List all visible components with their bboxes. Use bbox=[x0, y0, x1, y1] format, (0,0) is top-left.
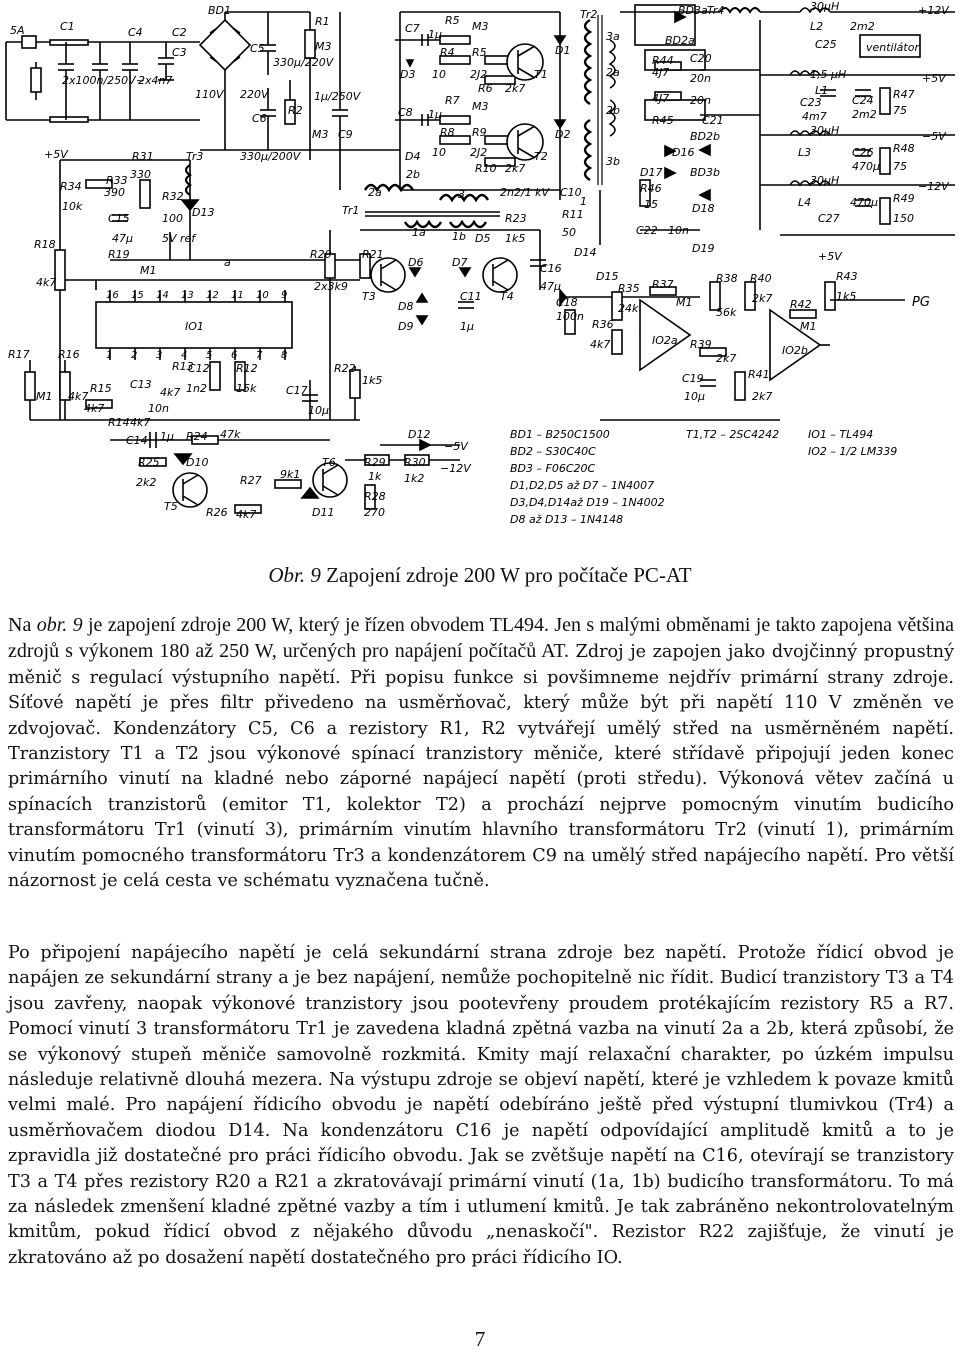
label-c6v: 330μ/200V bbox=[240, 150, 301, 163]
label-c21: C21 bbox=[702, 114, 724, 127]
label-c2: C2 bbox=[172, 26, 187, 39]
label-r11: R11 bbox=[562, 208, 584, 221]
label-12v-out: +12V bbox=[918, 4, 949, 17]
label-5v-left: +5V bbox=[44, 148, 68, 161]
paragraph-1 bbox=[8, 613, 954, 894]
label-c5v: 330μ/220V bbox=[273, 56, 334, 69]
label-r18: R18 bbox=[34, 238, 56, 251]
label-r1: R1 bbox=[315, 15, 330, 28]
label-d14: D14 bbox=[574, 246, 597, 259]
label-l2v: 2m2 bbox=[850, 20, 875, 33]
label-d5: D5 bbox=[475, 232, 491, 245]
label-r28: R28 bbox=[364, 490, 386, 503]
label-r40: R40 bbox=[750, 272, 772, 285]
label-r31: R31 bbox=[132, 150, 154, 163]
label-l30a: 30μH bbox=[810, 0, 840, 13]
label-c13: C13 bbox=[130, 378, 152, 391]
svg-text:1: 1 bbox=[106, 350, 113, 361]
label-r27: R27 bbox=[240, 474, 262, 487]
figure-number: Obr. 9 bbox=[268, 563, 321, 587]
label-r47v: 75 bbox=[893, 104, 907, 117]
svg-text:16: 16 bbox=[106, 290, 119, 301]
legend-bd3: BD3 – F06C20C bbox=[510, 462, 596, 475]
label-r48: R48 bbox=[893, 142, 915, 155]
figure-caption bbox=[0, 563, 960, 588]
label-r7: R7 bbox=[445, 94, 460, 107]
label-c15: C15 bbox=[108, 212, 130, 225]
label-c19: C19 bbox=[682, 372, 704, 385]
label-d19: D19 bbox=[692, 242, 715, 255]
label-r29: R29 bbox=[364, 456, 386, 469]
label-c19v: 10μ bbox=[684, 390, 705, 403]
paragraph-2-body: Po připojení napájecího napětí je celá sekundární strana zdroje bez napětí. Protože řídicí obvod je napájen ze sekundární strany a je bez napájení, nemůže pochopitelně nic řídit. Budicí tranzistory T3 a T4 jsou zavřeny, naopak výkonové tranzistory jsou pootevřeny proudem protékajícím rezistory R5 a R7. Pomocí vinutí 3 transformátoru Tr1 je zavedena kladná zpětná vazba na vinutí 2a a 2b, která způsobí, že se výkonový stupeň měniče samovolně rozkmitá. Kmity mají relaxační charakter, po úzkém impulsu následuje relativně dlouhá mezera. Na výstupu zdroje se objeví napětí, které je vzhledem k povaze kmitů velmi malé. Pro napájení řídicího obvodu je napětí odebíráno ještě před výstupní tlumivkou (Tr4) a usměrňovačem diodou D14. Na kondenzátoru C16 je napětí odpovídající amplitudě kmitů a to je zpravidla již dostatečné pro práci řídicího obvodu. Jak se zvětšuje napětí na C16, otevírají se tranzistory T3 a T4 přes rezistory R20 a R21 a zkratovávají primární vinutí (1a, 1b) budicího transformátoru. To má za následek zmenšení kladné zpětné vazby a tím i utlumení kmitů. Je tak zabráněno nekontrolovatelným kmitům, pokud řídicí obvod z nějakého důvodu „nenaskočí". Rezistor R22 zajišťuje, že vinutí je zkratováno až po dosažení napětí dostatečného pro práci řídicího IO. bbox=[8, 943, 954, 1268]
label-r49v: 150 bbox=[893, 212, 914, 225]
label-r11v: 50 bbox=[562, 226, 576, 239]
label-r47: R47 bbox=[893, 88, 915, 101]
label-bd3b: BD3b bbox=[690, 166, 720, 179]
svg-text:11: 11 bbox=[231, 290, 244, 301]
page-number: 7 bbox=[474, 1327, 486, 1351]
label-d3: D3 bbox=[400, 68, 416, 81]
label-c14v: 1μ bbox=[160, 430, 174, 443]
label-c8v: 1μ bbox=[428, 108, 442, 121]
label-c27: C27 bbox=[818, 212, 840, 225]
label-io2b: IO2b bbox=[782, 344, 808, 357]
label-r6v: 2k7 bbox=[505, 82, 526, 95]
label-w3a: 3a bbox=[606, 30, 620, 43]
label-r35v: 24k bbox=[618, 302, 639, 315]
label-r6: R6 bbox=[478, 82, 493, 95]
label-d1: D1 bbox=[555, 44, 571, 57]
label-c23: C23 bbox=[800, 96, 822, 109]
label-w1: 1 bbox=[580, 195, 587, 208]
label-r25v: 2k2 bbox=[136, 476, 157, 489]
label-tr2: Tr2 bbox=[580, 8, 598, 21]
label-r22: R22 bbox=[334, 362, 356, 375]
label-r41: R41 bbox=[748, 368, 770, 381]
label-c18: C18 bbox=[556, 296, 578, 309]
legend-io1: IO1 – TL494 bbox=[808, 428, 874, 441]
label-c24v: 2m2 bbox=[852, 108, 877, 121]
label-r24: R24 bbox=[186, 430, 208, 443]
label-fan: ventilátor bbox=[866, 41, 919, 54]
label-d10: D10 bbox=[186, 456, 209, 469]
label-r15: R15 bbox=[90, 382, 112, 395]
label-110v: 110V bbox=[195, 88, 224, 101]
legend-bd2: BD2 – S30C40C bbox=[510, 445, 596, 458]
driver-transformer bbox=[365, 185, 500, 227]
label-io2a: IO2a bbox=[652, 334, 678, 347]
label-r42: R42 bbox=[790, 298, 812, 311]
label-d18: D18 bbox=[692, 202, 715, 215]
label-d16: D16 bbox=[672, 146, 695, 159]
label-bd3a: BD3a bbox=[678, 4, 708, 17]
label-c12: C12 bbox=[188, 362, 210, 375]
label-c4: C4 bbox=[128, 26, 143, 39]
label-220v: 220V bbox=[240, 88, 269, 101]
label-d4: D4 bbox=[405, 150, 421, 163]
label-c16v: 47μ bbox=[540, 280, 561, 293]
label-t3: T3 bbox=[362, 290, 376, 303]
label-l4: L4 bbox=[798, 196, 812, 209]
svg-text:9: 9 bbox=[281, 290, 288, 301]
label-r30: R30 bbox=[404, 456, 426, 469]
paragraph-1-lead-b: je zapojení zdroje 200 W, který je řízen obvodem TL494. Jen s malými obměnami je takto zapojena většina zdrojů s výkonem 180 až 250 W, určených pro napájení počítačů AT. bbox=[8, 614, 954, 663]
label-c27v: 470μ bbox=[850, 196, 878, 209]
label-c26v: 470μ bbox=[852, 160, 880, 173]
label-m3a: M3 bbox=[315, 40, 332, 53]
label-bd1: BD1 bbox=[208, 4, 232, 17]
label-bd2b: BD2b bbox=[690, 130, 720, 143]
label-r13: R13 bbox=[172, 360, 194, 373]
label-r46: R46 bbox=[640, 182, 662, 195]
label-r36: R36 bbox=[592, 318, 614, 331]
label-c20: C20 bbox=[690, 52, 712, 65]
label-r34: R34 bbox=[60, 180, 82, 193]
label-r2: R2 bbox=[288, 104, 303, 117]
label-d9: D9 bbox=[398, 320, 414, 333]
label-r34v: 10k bbox=[62, 200, 83, 213]
label-r17: R17 bbox=[8, 348, 30, 361]
label-d8: D8 bbox=[398, 300, 414, 313]
svg-text:3: 3 bbox=[156, 350, 163, 361]
label-r2021v: 2x3k9 bbox=[314, 280, 348, 293]
label-r48v: 75 bbox=[893, 160, 907, 173]
label-c21v: 20n bbox=[690, 94, 711, 107]
label-tr4: Tr4 bbox=[707, 4, 725, 17]
label-r39v: 2k7 bbox=[716, 352, 737, 365]
label-r4: R4 bbox=[440, 46, 455, 59]
label-w2a: 2a bbox=[606, 66, 620, 79]
label-m1a: M1 bbox=[140, 264, 157, 277]
label-m3d: M3 bbox=[472, 100, 489, 113]
label-m1d: M1 bbox=[36, 390, 53, 403]
svg-text:10: 10 bbox=[256, 290, 269, 301]
label-c14: C14 bbox=[126, 434, 148, 447]
label-t5: T5 bbox=[164, 500, 178, 513]
svg-text:12: 12 bbox=[206, 290, 219, 301]
svg-text:13: 13 bbox=[181, 290, 194, 301]
label-r41v: 2k7 bbox=[752, 390, 773, 403]
label-w2a2: 2a bbox=[368, 186, 382, 199]
legend-io2: IO2 – 1/2 LM339 bbox=[808, 445, 898, 458]
label-minus12v-prot: −12V bbox=[440, 462, 471, 475]
label-c12v: 1n2 bbox=[186, 382, 207, 395]
label-c13n: 10n bbox=[148, 402, 169, 415]
label-c18v: 100n bbox=[556, 310, 584, 323]
label-c16: C16 bbox=[540, 262, 562, 275]
label-c3: C3 bbox=[172, 46, 187, 59]
svg-text:2: 2 bbox=[131, 350, 138, 361]
label-r9v: 2J2 bbox=[470, 146, 488, 159]
label-r10v: 2k7 bbox=[505, 162, 526, 175]
label-r5b: R5 bbox=[472, 46, 487, 59]
label-r25: R25 bbox=[138, 456, 160, 469]
label-r32v: 100 bbox=[162, 212, 183, 225]
legend-d8-d13: D8 až D13 – 1N4148 bbox=[510, 513, 624, 526]
label-d13: D13 bbox=[192, 206, 215, 219]
label-minus5v-out: −5V bbox=[922, 130, 946, 143]
label-r21: R21 bbox=[362, 248, 384, 261]
svg-text:7: 7 bbox=[256, 350, 263, 361]
label-r14: R14 bbox=[108, 416, 130, 429]
label-r23: R23 bbox=[505, 212, 527, 225]
label-w3b: 3b bbox=[606, 155, 620, 168]
label-l2: L2 bbox=[810, 20, 824, 33]
label-d15: D15 bbox=[596, 270, 619, 283]
label-pg: PG bbox=[912, 295, 930, 310]
label-r44: R44 bbox=[652, 54, 674, 67]
label-5v-out: +5V bbox=[922, 72, 946, 85]
label-5v-r43: +5V bbox=[818, 250, 842, 263]
label-l30c: 30μH bbox=[810, 174, 840, 187]
label-r18v: 4k7 bbox=[36, 276, 57, 289]
label-r8v: 10 bbox=[432, 146, 446, 159]
label-r43v: 1k5 bbox=[836, 290, 857, 303]
label-r36v: 4k7 bbox=[590, 338, 611, 351]
legend-d1-d7: D1,D2,D5 až D7 – 1N4007 bbox=[510, 479, 655, 492]
label-c25: C25 bbox=[815, 38, 837, 51]
label-r45v: 4J7 bbox=[652, 92, 670, 105]
label-c1: C1 bbox=[60, 20, 75, 33]
label-w3: 3 bbox=[458, 188, 465, 201]
label-c-filter: 2x100n/250V~ bbox=[62, 74, 145, 87]
figure-reference: obr. 9 bbox=[36, 614, 83, 636]
label-r40v: 2k7 bbox=[752, 292, 773, 305]
label-fuse: 5A bbox=[10, 24, 25, 37]
paragraph-1-body: Zdroj je zapojen jako dvojčinný propustný měnič s regulací výstupního napětí. Při popisu funkce si povšimneme nejdřív primární strany zdroje. Síťové napětí je přes filtr přivedeno na usměrňovač, který může být při napětí 110 V změněn ve zdvojovač. Kondenzátory C5, C6 a rezistory R1, R2 vytvářejí umělý střed na usměrněném napětí. Tranzistory T1 a T2 jsou výkonové spínací tranzistory měniče, které střídavě připojují jeden konec primárního vinutí na kladné nebo záporné napájecí napětí (proti středu). Výkonová větev začíná u spínacích tranzistorů (emitor T1, kolektor T2) a prochází nejprve pomocným vinutím budicího transformátoru Tr1 (vinutí 3), primárním vinutím hlavního transformátoru Tr2 (vinutí 1), primárním vinutím pomocného transformátoru Tr3 a kondenzátorem C9 na umělý střed napájecího napětí. Pro větší názornost je celá cesta ve schématu vyznačena tučně. bbox=[8, 642, 955, 892]
svg-text:5: 5 bbox=[206, 350, 213, 361]
driver-stage bbox=[302, 230, 546, 420]
label-io1: IO1 bbox=[185, 320, 204, 333]
label-r49: R49 bbox=[893, 192, 915, 205]
legend-bd1: BD1 – B250C1500 bbox=[510, 428, 610, 441]
label-r9: R9 bbox=[472, 126, 487, 139]
label-c11v: 1μ bbox=[460, 320, 474, 333]
label-c5: C5 bbox=[250, 42, 265, 55]
label-d2: D2 bbox=[555, 128, 571, 141]
label-c9v: 1μ/250V bbox=[314, 90, 361, 103]
label-r22v: 1k5 bbox=[362, 374, 383, 387]
label-c10: C10 bbox=[560, 186, 582, 199]
label-t6: T6 bbox=[322, 456, 336, 469]
bridge-bd1 bbox=[200, 12, 400, 190]
legend-d3-d19: D3,D4,D14až D19 – 1N4002 bbox=[510, 496, 665, 509]
label-pin-a: a bbox=[224, 256, 231, 269]
label-d7: D7 bbox=[452, 256, 468, 269]
label-c22v: 10n bbox=[668, 224, 689, 237]
label-c6: C6 bbox=[252, 112, 267, 125]
label-r35: R35 bbox=[618, 282, 640, 295]
label-c24: C24 bbox=[852, 94, 874, 107]
label-r23v: 1k5 bbox=[505, 232, 526, 245]
label-r28v: 270 bbox=[364, 506, 385, 519]
label-r5: R5 bbox=[445, 14, 460, 27]
label-w2b: 2b bbox=[606, 104, 620, 117]
label-r4v: 10 bbox=[432, 68, 446, 81]
label-t2: T2 bbox=[534, 150, 548, 163]
label-r12v: 15k bbox=[236, 382, 257, 395]
label-c15v: 47μ bbox=[112, 232, 133, 245]
label-c22: C22 bbox=[636, 224, 658, 237]
label-w1a: 1a bbox=[412, 226, 426, 239]
label-r24v: 47k bbox=[220, 428, 241, 441]
label-r31v: 330 bbox=[130, 168, 151, 181]
label-tr1: Tr1 bbox=[342, 204, 360, 217]
label-w2b2: 2b bbox=[406, 168, 420, 181]
svg-text:14: 14 bbox=[156, 290, 169, 301]
label-c7: C7 bbox=[405, 22, 420, 35]
label-c17: C17 bbox=[286, 384, 308, 397]
label-r12: R12 bbox=[236, 362, 258, 375]
circuit-schematic bbox=[0, 0, 960, 548]
label-r26: R26 bbox=[206, 506, 228, 519]
label-r20: R20 bbox=[310, 248, 332, 261]
legend-t1-t2: T1,T2 – 2SC4242 bbox=[686, 428, 780, 441]
label-r16v: 4k7 bbox=[68, 390, 89, 403]
label-r39: R39 bbox=[690, 338, 712, 351]
label-c-y: 2x4n7 bbox=[138, 74, 173, 87]
label-l3: L3 bbox=[798, 146, 812, 159]
label-minus5v-prot: −5V bbox=[444, 440, 468, 453]
label-r43: R43 bbox=[836, 270, 858, 283]
label-d12: D12 bbox=[408, 428, 431, 441]
label-r44v: 4J7 bbox=[652, 66, 670, 79]
label-tr3: Tr3 bbox=[186, 150, 204, 163]
label-r26v: 4k7 bbox=[236, 508, 257, 521]
label-l30b: 30μH bbox=[810, 124, 840, 137]
label-t1: T1 bbox=[534, 68, 548, 81]
label-r10: R10 bbox=[475, 162, 497, 175]
label-c26: C26 bbox=[852, 146, 874, 159]
label-w1b: 1b bbox=[452, 230, 466, 243]
label-m3b: M3 bbox=[312, 128, 329, 141]
label-c20v: 20n bbox=[690, 72, 711, 85]
label-r30v: 1k2 bbox=[404, 472, 425, 485]
label-r37: R37 bbox=[652, 278, 674, 291]
label-c23v: 4m7 bbox=[802, 110, 827, 123]
figure-title: Zapojení zdroje 200 W pro počítače PC-AT bbox=[320, 563, 692, 587]
label-l1: L1 bbox=[815, 84, 829, 97]
label-vref: 5V ref bbox=[162, 232, 196, 245]
label-r8: R8 bbox=[440, 126, 455, 139]
paragraph-2 bbox=[8, 941, 954, 1271]
label-d17: D17 bbox=[640, 166, 663, 179]
label-bd2a: BD2a bbox=[665, 34, 695, 47]
label-r27v: 9k1 bbox=[280, 468, 301, 481]
label-c10v: 2n2/1 kV bbox=[500, 186, 550, 199]
label-c8: C8 bbox=[398, 106, 413, 119]
label-c9: C9 bbox=[338, 128, 353, 141]
label-m3c: M3 bbox=[472, 20, 489, 33]
label-c11: C11 bbox=[460, 290, 482, 303]
label-r5v: 2J2 bbox=[470, 68, 488, 81]
label-r16: R16 bbox=[58, 348, 80, 361]
label-r33: R33 bbox=[106, 174, 128, 187]
label-minus12v-out: −12V bbox=[918, 180, 949, 193]
label-r14v: 4k7 bbox=[130, 416, 151, 429]
label-c17v: 10μ bbox=[308, 404, 329, 417]
label-r45: R45 bbox=[652, 114, 674, 127]
label-m1b: M1 bbox=[676, 296, 693, 309]
label-r38: R38 bbox=[716, 272, 738, 285]
paragraph-1-lead-a: Na bbox=[8, 614, 37, 636]
label-l15: 1,5 μH bbox=[810, 68, 847, 81]
label-r29v: 1k bbox=[368, 470, 382, 483]
label-r33v: 390 bbox=[104, 186, 125, 199]
label-d6: D6 bbox=[408, 256, 424, 269]
svg-text:15: 15 bbox=[131, 290, 144, 301]
label-r46v: 15 bbox=[644, 198, 658, 211]
svg-text:6: 6 bbox=[231, 350, 238, 361]
label-c7v: 1μ bbox=[428, 28, 442, 41]
label-c13v: 4k7 bbox=[160, 386, 181, 399]
label-r32: R32 bbox=[162, 190, 184, 203]
label-r19: R19 bbox=[108, 248, 130, 261]
label-d11: D11 bbox=[312, 506, 335, 519]
label-r38v: 56k bbox=[716, 306, 737, 319]
svg-text:4: 4 bbox=[181, 350, 188, 361]
svg-text:8: 8 bbox=[281, 350, 288, 361]
label-t4: T4 bbox=[500, 290, 514, 303]
label-m1c: M1 bbox=[800, 320, 817, 333]
label-r15v: 4k7 bbox=[84, 402, 105, 415]
